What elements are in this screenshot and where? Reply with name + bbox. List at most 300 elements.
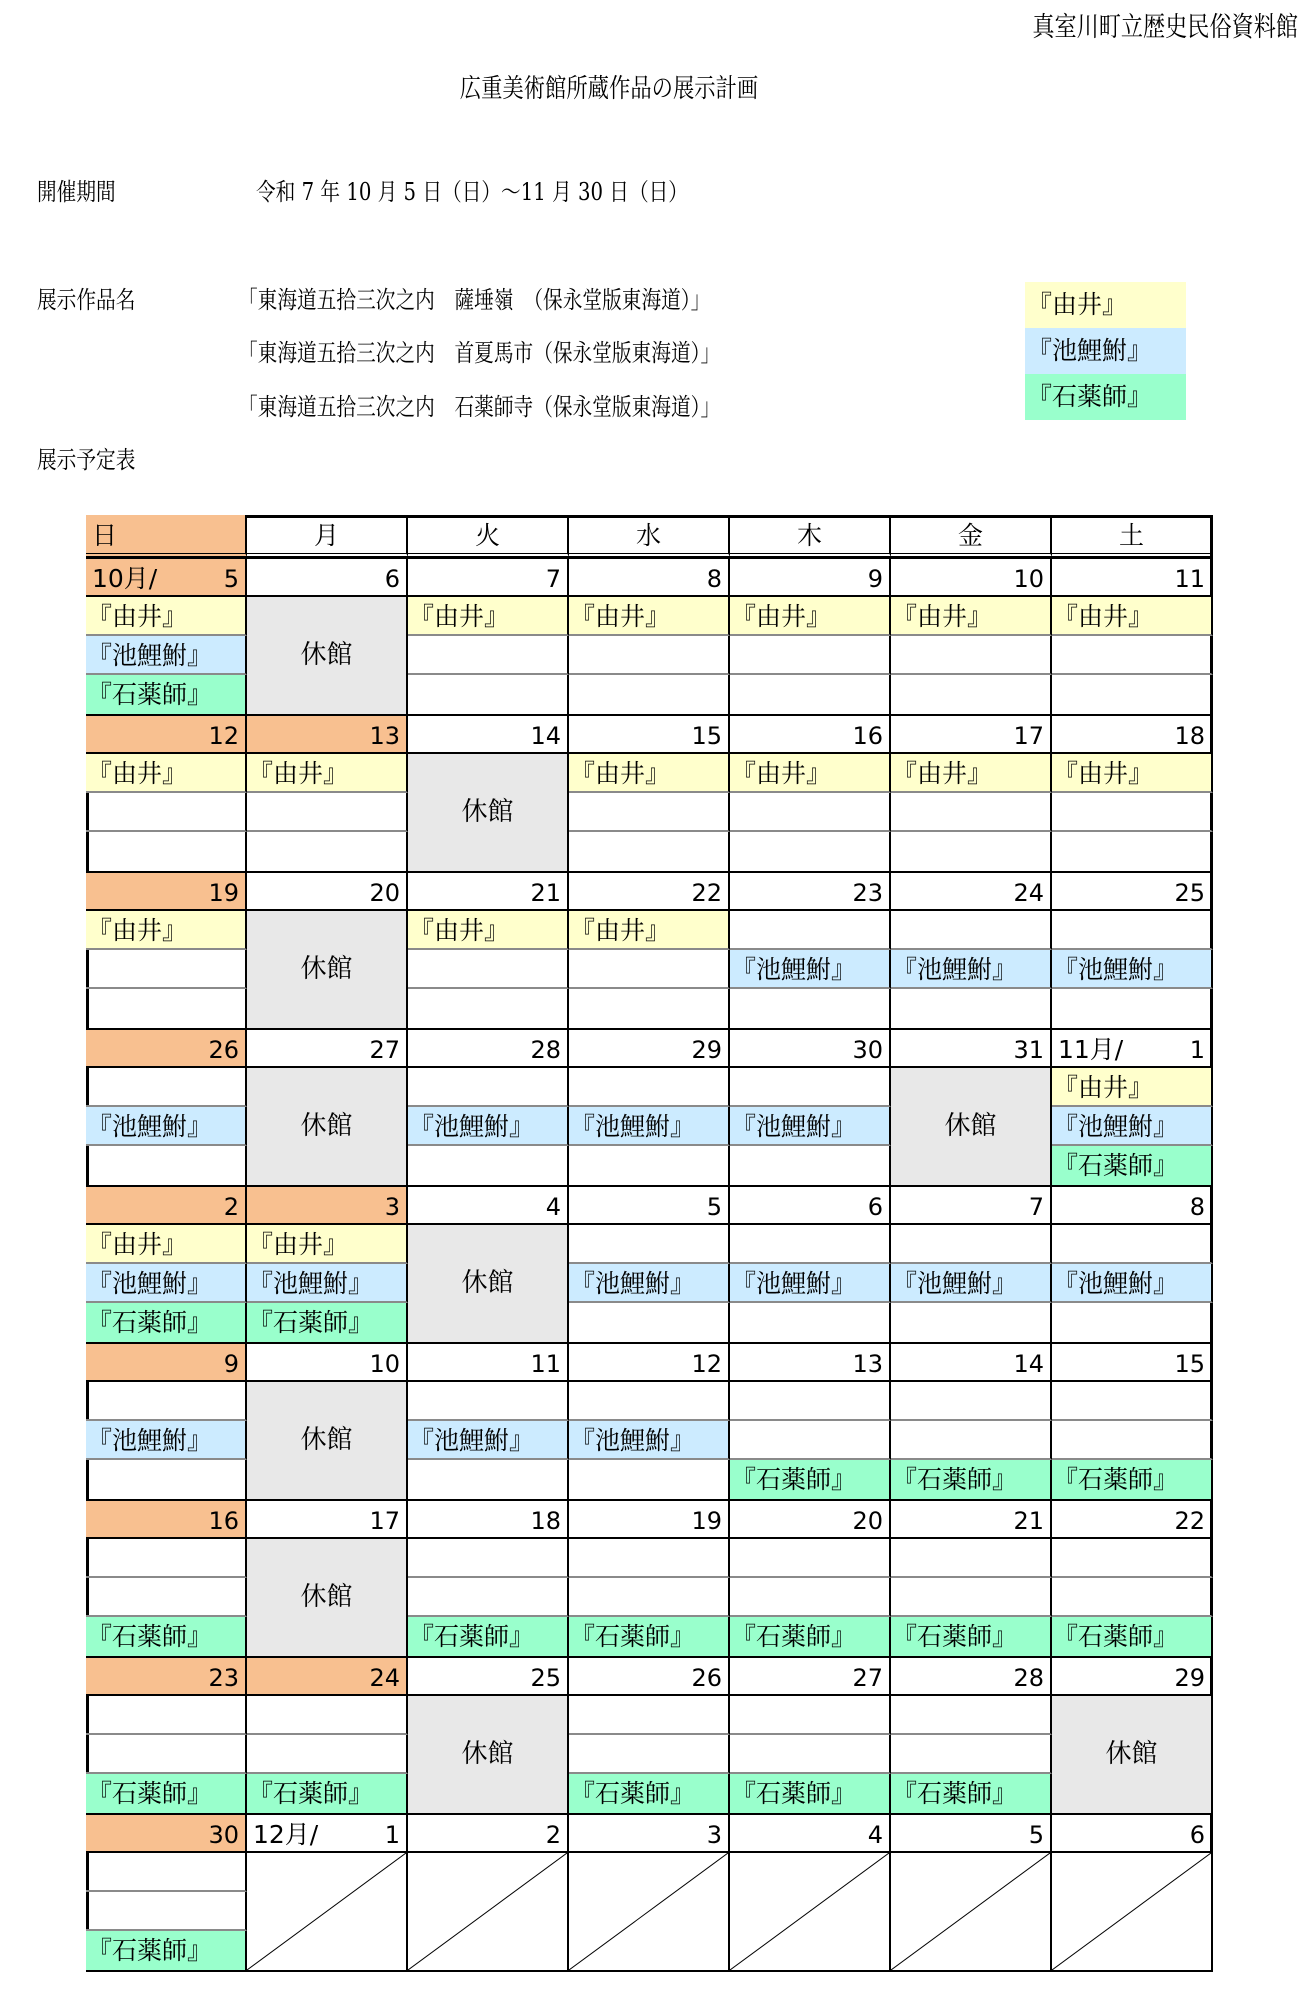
empty-slot — [891, 1696, 1052, 1735]
empty-slot — [86, 1382, 247, 1421]
exhibit-entry-yui: 『由井』 — [569, 597, 730, 636]
exhibit-entry-yak: 『石薬師』 — [86, 1617, 247, 1656]
work-item-1: 「東海道五拾三次之内 薩埵嶺 （保永堂版東海道）」 — [238, 286, 711, 314]
day-number: 11 — [530, 1350, 561, 1378]
exhibit-entry-koi: 『池鯉鮒』 — [730, 950, 891, 989]
day-number: 22 — [1174, 1507, 1205, 1535]
date-cell — [247, 1499, 408, 1539]
date-cell — [891, 1656, 1052, 1696]
date-cell — [730, 714, 891, 754]
date-cell — [1052, 1656, 1213, 1696]
empty-slot — [569, 989, 730, 1028]
exhibit-entry-yui: 『由井』 — [569, 754, 730, 793]
month-label: 12月/ — [253, 1820, 319, 1849]
empty-slot — [730, 1696, 891, 1735]
empty-slot — [569, 636, 730, 675]
day-number: 6 — [867, 1193, 883, 1221]
diagonal-slash-icon — [408, 1853, 569, 1970]
exhibit-entry-koi: 『池鯉鮒』 — [1052, 1264, 1213, 1303]
exhibit-entry-yak: 『石薬師』 — [86, 1303, 247, 1342]
exhibit-entry-yak: 『石薬師』 — [247, 1303, 408, 1342]
day-number: 9 — [223, 1350, 239, 1378]
day-number: 10 — [369, 1350, 400, 1378]
date-cell — [86, 557, 247, 597]
closed-day: 休館 — [247, 1382, 408, 1499]
empty-slot — [247, 1696, 408, 1735]
day-number: 19 — [691, 1507, 722, 1535]
date-cell — [408, 1656, 569, 1696]
day-number: 11 — [1174, 565, 1205, 593]
date-cell — [891, 1028, 1052, 1068]
exhibit-entry-yak: 『石薬師』 — [891, 1617, 1052, 1656]
date-cell — [569, 1656, 730, 1696]
date-cell — [247, 714, 408, 754]
empty-slot — [1052, 636, 1213, 675]
day-number: 13 — [852, 1350, 883, 1378]
empty-slot — [569, 1382, 730, 1421]
empty-slot — [86, 1068, 247, 1107]
empty-slot — [1052, 1578, 1213, 1617]
closed-day: 休館 — [247, 1539, 408, 1656]
date-cell — [408, 1028, 569, 1068]
empty-slot — [730, 1225, 891, 1264]
date-cell — [1052, 557, 1213, 597]
day-number: 2 — [223, 1193, 239, 1221]
exhibit-entry-yak: 『石薬師』 — [1052, 1146, 1213, 1185]
empty-slot — [891, 675, 1052, 714]
date-cell — [891, 1499, 1052, 1539]
date-cell — [569, 714, 730, 754]
weekday-header: 水 — [569, 515, 730, 557]
exhibit-entry-yak: 『石薬師』 — [86, 1931, 247, 1970]
day-number: 13 — [369, 722, 400, 750]
date-cell — [247, 1342, 408, 1382]
weekday-header: 火 — [408, 515, 569, 557]
period-value: 令和 7 年 10 月 5 日（日）～11 月 30 日（日） — [256, 178, 688, 206]
crossed-out-day — [247, 1853, 408, 1970]
exhibit-entry-koi: 『池鯉鮒』 — [1052, 1107, 1213, 1146]
empty-slot — [569, 793, 730, 832]
day-number: 8 — [1189, 1193, 1205, 1221]
date-cell — [1052, 1342, 1213, 1382]
schedule-label: 展示予定表 — [37, 446, 136, 474]
crossed-out-day — [1052, 1853, 1213, 1970]
date-cell — [86, 1185, 247, 1225]
exhibit-entry-koi: 『池鯉鮒』 — [730, 1264, 891, 1303]
empty-slot — [569, 1303, 730, 1342]
diagonal-slash-icon — [730, 1853, 891, 1970]
date-cell — [730, 1813, 891, 1853]
legend-ishiyakushi: 『石薬師』 — [1025, 374, 1186, 420]
empty-slot — [569, 675, 730, 714]
empty-slot — [1052, 1421, 1213, 1460]
empty-slot — [408, 1146, 569, 1185]
date-cell — [569, 871, 730, 911]
crossed-out-day — [408, 1853, 569, 1970]
exhibit-entry-yui: 『由井』 — [86, 754, 247, 793]
day-number: 20 — [852, 1507, 883, 1535]
exhibit-entry-yak: 『石薬師』 — [247, 1774, 408, 1813]
exhibit-entry-yak: 『石薬師』 — [86, 675, 247, 714]
empty-slot — [730, 911, 891, 950]
date-cell — [1052, 871, 1213, 911]
empty-slot — [569, 1225, 730, 1264]
day-number: 27 — [852, 1664, 883, 1692]
day-number: 12 — [691, 1350, 722, 1378]
exhibit-entry-yak: 『石薬師』 — [569, 1617, 730, 1656]
date-cell — [569, 1813, 730, 1853]
exhibit-entry-yui: 『由井』 — [247, 1225, 408, 1264]
day-number: 17 — [1013, 722, 1044, 750]
empty-slot — [891, 1303, 1052, 1342]
date-cell — [1052, 1813, 1213, 1853]
day-number: 9 — [867, 565, 883, 593]
empty-slot — [569, 1696, 730, 1735]
day-number: 29 — [1174, 1664, 1205, 1692]
closed-day: 休館 — [408, 754, 569, 871]
empty-slot — [730, 1421, 891, 1460]
day-number: 23 — [852, 879, 883, 907]
day-number: 6 — [384, 565, 400, 593]
exhibit-entry-yui: 『由井』 — [730, 597, 891, 636]
date-cell — [569, 1342, 730, 1382]
day-number: 15 — [1174, 1350, 1205, 1378]
date-cell — [730, 1342, 891, 1382]
empty-slot — [730, 1068, 891, 1107]
empty-slot — [86, 1735, 247, 1774]
empty-slot — [86, 1578, 247, 1617]
day-number: 23 — [208, 1664, 239, 1692]
period-label: 開催期間 — [37, 178, 116, 206]
crossed-out-day — [891, 1853, 1052, 1970]
empty-slot — [730, 1303, 891, 1342]
exhibit-entry-koi: 『池鯉鮒』 — [86, 636, 247, 675]
day-number: 3 — [384, 1193, 400, 1221]
closed-day: 休館 — [247, 1068, 408, 1185]
day-number: 5 — [1028, 1821, 1044, 1849]
weekday-header: 金 — [891, 515, 1052, 557]
day-number: 25 — [1174, 879, 1205, 907]
month-label: 10月/ — [92, 564, 158, 593]
empty-slot — [891, 832, 1052, 871]
closed-day: 休館 — [408, 1225, 569, 1342]
day-number: 21 — [530, 879, 561, 907]
exhibit-entry-yak: 『石薬師』 — [891, 1460, 1052, 1499]
date-cell — [569, 1185, 730, 1225]
empty-slot — [1052, 1225, 1213, 1264]
day-number: 27 — [369, 1036, 400, 1064]
empty-slot — [891, 1382, 1052, 1421]
exhibit-entry-yak: 『石薬師』 — [730, 1774, 891, 1813]
diagonal-slash-icon — [569, 1853, 730, 1970]
exhibit-entry-koi: 『池鯉鮒』 — [86, 1264, 247, 1303]
diagonal-slash-icon — [247, 1853, 408, 1970]
date-cell — [408, 1499, 569, 1539]
day-number: 3 — [706, 1821, 722, 1849]
empty-slot — [408, 1068, 569, 1107]
weekday-header: 木 — [730, 515, 891, 557]
closed-day: 休館 — [891, 1068, 1052, 1185]
exhibit-entry-koi: 『池鯉鮒』 — [408, 1107, 569, 1146]
weekday-header: 土 — [1052, 515, 1213, 557]
empty-slot — [891, 793, 1052, 832]
date-cell — [86, 1499, 247, 1539]
exhibit-entry-koi: 『池鯉鮒』 — [408, 1421, 569, 1460]
empty-slot — [891, 1578, 1052, 1617]
empty-slot — [86, 1539, 247, 1578]
date-cell — [247, 1813, 408, 1853]
date-cell — [408, 1342, 569, 1382]
day-number: 30 — [852, 1036, 883, 1064]
day-number: 31 — [1013, 1036, 1044, 1064]
exhibit-entry-yak: 『石薬師』 — [730, 1617, 891, 1656]
closed-day: 休館 — [247, 597, 408, 714]
empty-slot — [408, 1578, 569, 1617]
exhibit-entry-yak: 『石薬師』 — [1052, 1617, 1213, 1656]
exhibit-entry-yui: 『由井』 — [1052, 597, 1213, 636]
date-cell — [247, 1185, 408, 1225]
day-number: 12 — [208, 722, 239, 750]
exhibit-entry-yui: 『由井』 — [730, 754, 891, 793]
day-number: 30 — [208, 1821, 239, 1849]
empty-slot — [569, 1578, 730, 1617]
day-number: 5 — [223, 565, 239, 593]
exhibit-entry-koi: 『池鯉鮒』 — [891, 1264, 1052, 1303]
date-cell — [247, 557, 408, 597]
day-number: 14 — [530, 722, 561, 750]
date-cell — [1052, 1185, 1213, 1225]
day-number: 22 — [691, 879, 722, 907]
date-cell — [408, 1185, 569, 1225]
day-number: 7 — [545, 565, 561, 593]
empty-slot — [730, 989, 891, 1028]
date-cell — [730, 871, 891, 911]
diagonal-slash-icon — [891, 1853, 1052, 1970]
date-cell — [891, 557, 1052, 597]
empty-slot — [1052, 832, 1213, 871]
empty-slot — [1052, 989, 1213, 1028]
exhibit-entry-yui: 『由井』 — [1052, 754, 1213, 793]
day-number: 26 — [691, 1664, 722, 1692]
day-number: 14 — [1013, 1350, 1044, 1378]
empty-slot — [1052, 1303, 1213, 1342]
date-cell — [247, 871, 408, 911]
empty-slot — [86, 1696, 247, 1735]
exhibit-entry-yak: 『石薬師』 — [730, 1460, 891, 1499]
page-title: 広重美術館所蔵作品の展示計画 — [459, 74, 759, 104]
empty-slot — [1052, 793, 1213, 832]
day-number: 20 — [369, 879, 400, 907]
day-number: 4 — [545, 1193, 561, 1221]
date-cell — [86, 1342, 247, 1382]
date-cell — [891, 1185, 1052, 1225]
day-number: 17 — [369, 1507, 400, 1535]
exhibit-entry-yak: 『石薬師』 — [569, 1774, 730, 1813]
empty-slot — [730, 675, 891, 714]
empty-slot — [1052, 675, 1213, 714]
empty-slot — [408, 989, 569, 1028]
date-cell — [891, 1813, 1052, 1853]
month-label: 11月/ — [1058, 1035, 1124, 1064]
empty-slot — [86, 989, 247, 1028]
day-number: 5 — [706, 1193, 722, 1221]
date-cell — [730, 1028, 891, 1068]
date-cell — [891, 1342, 1052, 1382]
empty-slot — [86, 793, 247, 832]
day-number: 15 — [691, 722, 722, 750]
day-number: 6 — [1189, 1821, 1205, 1849]
crossed-out-day — [569, 1853, 730, 1970]
day-number: 18 — [1174, 722, 1205, 750]
empty-slot — [569, 1068, 730, 1107]
day-number: 24 — [369, 1664, 400, 1692]
exhibit-entry-koi: 『池鯉鮒』 — [569, 1107, 730, 1146]
empty-slot — [247, 832, 408, 871]
closed-day: 休館 — [247, 911, 408, 1028]
exhibit-entry-yui: 『由井』 — [247, 754, 408, 793]
exhibit-entry-koi: 『池鯉鮒』 — [569, 1421, 730, 1460]
empty-slot — [247, 793, 408, 832]
exhibition-calendar — [86, 515, 1213, 1972]
date-cell — [86, 1656, 247, 1696]
date-cell — [569, 1499, 730, 1539]
day-number: 24 — [1013, 879, 1044, 907]
date-cell — [247, 1656, 408, 1696]
day-number: 7 — [1028, 1193, 1044, 1221]
date-cell — [1052, 714, 1213, 754]
empty-slot — [569, 950, 730, 989]
empty-slot — [1052, 1382, 1213, 1421]
empty-slot — [86, 1892, 247, 1931]
empty-slot — [1052, 1539, 1213, 1578]
empty-slot — [569, 1735, 730, 1774]
date-cell — [1052, 1028, 1213, 1068]
date-cell — [86, 871, 247, 911]
date-cell — [891, 714, 1052, 754]
exhibit-entry-koi: 『池鯉鮒』 — [1052, 950, 1213, 989]
date-cell — [86, 1813, 247, 1853]
date-cell — [408, 557, 569, 597]
works-label: 展示作品名 — [37, 286, 136, 314]
day-number: 28 — [530, 1036, 561, 1064]
day-number: 25 — [530, 1664, 561, 1692]
empty-slot — [730, 832, 891, 871]
date-cell — [730, 1185, 891, 1225]
date-cell — [86, 1028, 247, 1068]
date-cell — [730, 1656, 891, 1696]
date-cell — [569, 1028, 730, 1068]
day-number: 10 — [1013, 565, 1044, 593]
empty-slot — [408, 950, 569, 989]
empty-slot — [730, 1539, 891, 1578]
empty-slot — [891, 911, 1052, 950]
organization-name: 真室川町立歴史民俗資料館 — [1032, 12, 1298, 43]
empty-slot — [730, 1578, 891, 1617]
empty-slot — [408, 1382, 569, 1421]
exhibit-entry-yui: 『由井』 — [569, 911, 730, 950]
empty-slot — [86, 1146, 247, 1185]
date-cell — [247, 1028, 408, 1068]
empty-slot — [569, 1539, 730, 1578]
empty-slot — [730, 1735, 891, 1774]
exhibit-entry-koi: 『池鯉鮒』 — [247, 1264, 408, 1303]
legend-chiryu: 『池鯉鮒』 — [1025, 328, 1186, 374]
exhibit-entry-yui: 『由井』 — [1052, 1068, 1213, 1107]
empty-slot — [730, 636, 891, 675]
exhibit-entry-koi: 『池鯉鮒』 — [891, 950, 1052, 989]
empty-slot — [891, 1735, 1052, 1774]
exhibit-entry-koi: 『池鯉鮒』 — [569, 1264, 730, 1303]
empty-slot — [891, 1539, 1052, 1578]
day-number: 18 — [530, 1507, 561, 1535]
day-number: 16 — [208, 1507, 239, 1535]
empty-slot — [891, 1225, 1052, 1264]
exhibit-entry-yui: 『由井』 — [86, 597, 247, 636]
empty-slot — [569, 832, 730, 871]
empty-slot — [408, 636, 569, 675]
exhibit-entry-yui: 『由井』 — [891, 597, 1052, 636]
empty-slot — [408, 675, 569, 714]
empty-slot — [86, 1853, 247, 1892]
date-cell — [408, 871, 569, 911]
date-cell — [569, 557, 730, 597]
exhibit-entry-yui: 『由井』 — [891, 754, 1052, 793]
diagonal-slash-icon — [1052, 1853, 1213, 1970]
day-number: 16 — [852, 722, 883, 750]
date-cell — [408, 714, 569, 754]
closed-day: 休館 — [1052, 1696, 1213, 1813]
empty-slot — [247, 1735, 408, 1774]
date-cell — [891, 871, 1052, 911]
empty-slot — [891, 989, 1052, 1028]
empty-slot — [730, 793, 891, 832]
exhibit-entry-yui: 『由井』 — [408, 597, 569, 636]
empty-slot — [891, 1421, 1052, 1460]
empty-slot — [408, 1460, 569, 1499]
exhibit-entry-yui: 『由井』 — [86, 1225, 247, 1264]
exhibit-entry-yak: 『石薬師』 — [1052, 1460, 1213, 1499]
weekday-header: 月 — [247, 515, 408, 557]
day-number: 8 — [706, 565, 722, 593]
empty-slot — [569, 1146, 730, 1185]
day-number: 2 — [545, 1821, 561, 1849]
closed-day: 休館 — [408, 1696, 569, 1813]
day-number: 1 — [1189, 1036, 1205, 1064]
work-item-3: 「東海道五拾三次之内 石薬師寺（保永堂版東海道）」 — [238, 393, 721, 421]
empty-slot — [408, 1539, 569, 1578]
day-number: 28 — [1013, 1664, 1044, 1692]
exhibit-entry-yui: 『由井』 — [86, 911, 247, 950]
empty-slot — [891, 636, 1052, 675]
exhibit-entry-yak: 『石薬師』 — [86, 1774, 247, 1813]
legend-yui: 『由井』 — [1025, 282, 1186, 328]
empty-slot — [86, 950, 247, 989]
date-cell — [1052, 1499, 1213, 1539]
exhibit-entry-koi: 『池鯉鮒』 — [86, 1107, 247, 1146]
weekday-header: 日 — [86, 515, 247, 557]
exhibit-entry-koi: 『池鯉鮒』 — [730, 1107, 891, 1146]
date-cell — [408, 1813, 569, 1853]
empty-slot — [730, 1146, 891, 1185]
empty-slot — [1052, 911, 1213, 950]
exhibit-entry-yak: 『石薬師』 — [891, 1774, 1052, 1813]
exhibit-entry-yak: 『石薬師』 — [408, 1617, 569, 1656]
date-cell — [730, 557, 891, 597]
crossed-out-day — [730, 1853, 891, 1970]
day-number: 29 — [691, 1036, 722, 1064]
exhibit-entry-koi: 『池鯉鮒』 — [86, 1421, 247, 1460]
exhibit-entry-yui: 『由井』 — [408, 911, 569, 950]
